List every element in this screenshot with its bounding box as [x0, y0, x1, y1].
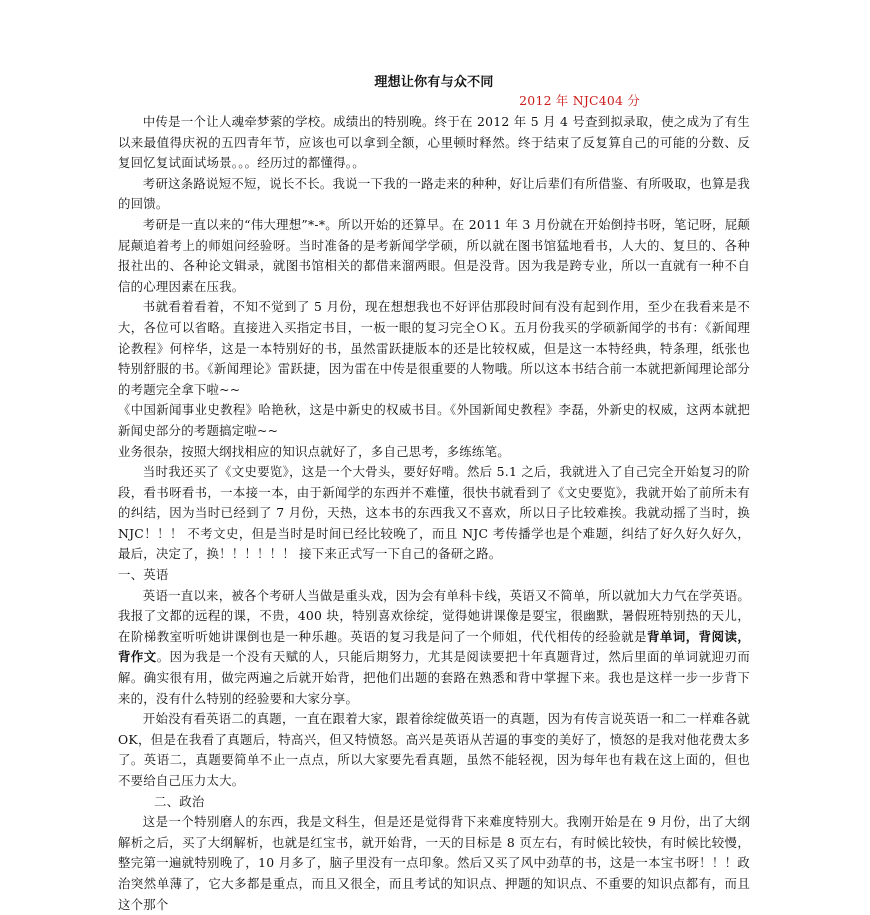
paragraph-books: 书就看着看着，不知不觉到了 5 月份，现在想想我也不好评估那段时间有没有起到作用，至少在我看来是不大，各位可以省略。直接进入买指定书目，一板一眼的复习完全ＯＫ。五月份我买的学硕新闻学的书有：《新闻理论教程》何梓华，这是一本特别好的书，虽然雷跃捷版本的还是比较权威，但是这一本特经典，特条理，纸张也特别舒服的书。《新闻理论》雷跃捷，因为雷在中传是很重要的人物哦。所以这本书结合前一本就把新闻理论部分的考题完全拿下啦~~	[118, 299, 750, 397]
document-title: 理想让你有与众不同	[374, 75, 494, 90]
heading-politics: 二、政治	[153, 793, 205, 809]
english-text-post: 。因为我是一个没有天赋的人，只能后期努力，尤其是阅读要把十年真题背过，然后里面的单词就迎刃而解。确实很有用，做完两遍之后就开始背，把他们出题的套路在熟悉和背中掌握下来。我也是这样一步一步背下来的，没有什么特别的经验要和大家分享。	[118, 649, 751, 706]
document-page	[118, 74, 750, 915]
paragraph-english-two: 开始没有看英语二的真题，一直在跟着大家，跟着徐绽做英语一的真题，因为有传言说英语一和二一样难各就 OK，但是在我看了真题后，特高兴，但又特愤怒。高兴是英语从苦逼的事变的美好了，愤怒的是我对他花费太多了。英语二，真题要简单不止一点点，所以大家要先看真题，虽然不能轻视，因为每年也有栽在这上面的，但也不要给自己压力太大。	[118, 711, 750, 788]
paragraph-ideal: 考研是一直以来的“伟大理想”*-*。所以开始的还算早。在 2011 年 3 月份就在开始倒持书呀，笔记呀，屁颠屁颠追着考上的师姐问经验呀。当时准备的是考新闻学学硕，所以就在图书馆猛地看书，人大的、复旦的、各种报社出的、各种论文辑录，就图书馆相关的都借来溜两眼。但是没背。因为我是跨专业，所以一直就有一种不自信的心理因素在压我。	[118, 216, 750, 294]
english-key-method: 背单词，背阅读，背作文	[118, 628, 751, 665]
paragraph-business: 业务很杂，按照大纲找相应的知识点就好了，多自己思考，多练练笔。	[118, 443, 510, 459]
score-subtitle: 2012 年 NJC404 分	[519, 93, 640, 108]
paragraph-english	[118, 586, 750, 710]
heading-english: 一、英语	[118, 567, 169, 583]
english-text-pre: 英语一直以来，被各个考研人当做是重头戏，因为会有单科卡线，英语又不简单，所以就加大力气在学英语。我报了文都的远程的课，不贵，400 块，特别喜欢徐绽，觉得她讲课像是耍宝，很幽默，暑假班特别热的天儿，在阶梯教室听听她讲课倒也是一种乐趣。英语的复习我是问了一个师姐，代代相传的经验就是	[118, 587, 750, 644]
paragraph-politics: 这是一个特别磨人的东西，我是文科生，但是还是觉得背下来难度特别大。我刚开始是在 9 月份，出了大纲解析之后，买了大纲解析，也就是红宝书，就开始背，一天的目标是 8 页左右，有时候比较快，有时候比较慢，整完第一遍就特别晚了，10 月多了，脑子里没有一点印象。然后又买了风中劲草的书，这是一本宝书呀！！！政治突然单薄了，它大多都是重点，而且又很全，而且考试的知识点、押题的知识点、不重要的知识点都有，而且这个那个	[118, 814, 750, 912]
paragraph-history-books: 《中国新闻事业史教程》哈艳秋，这是中新史的权威书目。《外国新闻史教程》李磊，外新史的权威，这两本就把新闻史部分的考题搞定啦~~	[118, 402, 750, 438]
paragraph-culture: 当时我还买了《文史要览》，这是一个大骨头，要好好啃。然后 5.1 之后，我就进入了自己完全开始复习的阶段，看书呀看书，一本接一本，由于新闻学的东西并不难懂，很快书就看到了《文史要览》，我就开始了前所未有的纠结，因为当时已经到了 7 月份，天热，这本书的东西我又不喜欢，所以日子比较难挨。我就动摇了当时，换 NJC！！！ 不考文史，但是当时是时间已经比较晚了，而且 NJC 考传播学也是个难题，纠结了好久好久好久，最后，决定了，换！！！！！！ 接下来正式写一下自己的备研之路。	[118, 464, 750, 562]
paragraph-share: 考研这条路说短不短，说长不长。我说一下我的一路走来的种种，好让后辈们有所借鉴、有所吸取，也算是我的回馈。	[118, 175, 750, 212]
paragraph-intro: 中传是一个让人魂牵梦萦的学校。成绩出的特别晚。终于在 2012 年 5 月 4 号查到拟录取，使之成为了有生以来最值得庆祝的五四青年节，应该也可以拿到全额，心里顿时释然。终于结束了反复算自己的可能的分数、反复回忆复试面试场景。。。经历过的都懂得。。	[118, 114, 750, 171]
